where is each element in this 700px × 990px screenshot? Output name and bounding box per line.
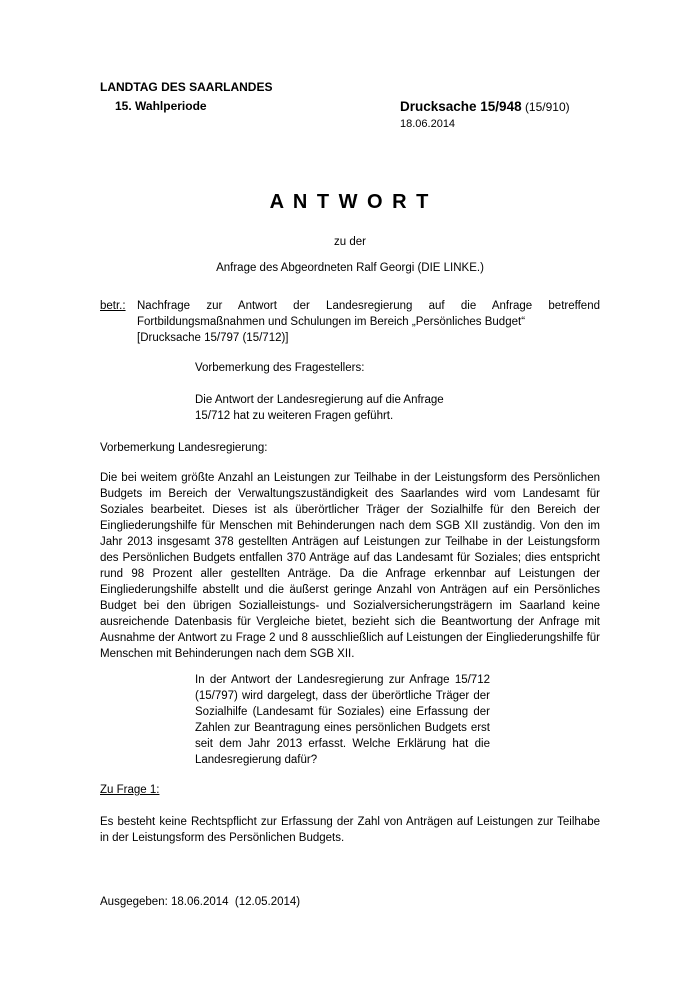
subject-reference: [Drucksache 15/797 (15/712)] <box>137 332 289 344</box>
document-number-line <box>400 97 570 117</box>
document-title: A N T W O R T <box>269 191 431 213</box>
subject-body <box>137 298 600 346</box>
header-right <box>400 78 570 132</box>
answer-1-text: Es besteht keine Rechtspflicht zur Erfassung der Zahl von Anträgen auf Leistungen zur Teilhabe in der Leistungsform des Persönlichen Budgets. <box>100 816 600 844</box>
subject-label: betr.: <box>100 300 126 312</box>
legislative-period: 15. Wahlperiode <box>115 99 207 113</box>
issued-line: Ausgegeben: 18.06.2014 (12.05.2014) <box>100 896 301 908</box>
title-preposition: zu der <box>334 236 366 248</box>
document-number-suffix: (15/910) <box>524 100 570 114</box>
questioner-preface-heading: Vorbemerkung des Fragestellers: <box>195 362 365 374</box>
answer-1-heading: Zu Frage 1: <box>100 784 160 796</box>
subject-section <box>100 298 600 346</box>
subject-text: Nachfrage zur Antwort der Landesregierung auf die Anfrage betreffend Fortbildungsmaßnahmen und Schulungen im Bereich „Persönliches Budget“ <box>137 300 600 328</box>
document-header <box>100 78 600 132</box>
government-preface-heading: Vorbemerkung Landesregierung: <box>100 442 268 454</box>
document-number: Drucksache 15/948 <box>400 99 522 114</box>
inquiry-source-line: Anfrage des Abgeordneten Ralf Georgi (DIE LINKE.) <box>216 262 484 274</box>
header-left <box>100 78 400 132</box>
questioner-preface-text: Die Antwort der Landesregierung auf die Anfrage 15/712 hat zu weiteren Fragen geführt. <box>195 394 444 422</box>
parliament-name: LANDTAG DES SAARLANDES <box>100 80 273 94</box>
question-1-text: In der Antwort der Landesregierung zur Anfrage 15/712 (15/797) wird dargelegt, dass der überörtliche Träger der Sozialhilfe (Landesamt für Soziales) eine Erfassung der Zahlen zur Beantragung eines persönlichen Budgets erst seit dem Jahr 2013 erfasst. Welche Erklärung hat die Landesregierung dafür? <box>195 674 490 766</box>
document-date: 18.06.2014 <box>400 118 456 130</box>
government-preface-text: Die bei weitem größte Anzahl an Leistungen zur Teilhabe in der Leistungsform des Persönlichen Budgets im Bereich der Verwaltungszuständigkeit des Saarlandes wird vom Landesamt für Soziales bearbeitet. Dieses ist als überörtlicher Träger der Sozialhilfe für den Bereich der Eingliederungshilfe für Menschen mit Behinderungen nach dem SGB XII zuständig. Von den im Jahr 2013 insgesamt 378 gestellten Anträgen auf Leistungen zur Teilhabe in der Leistungsform des Persönlichen Budgets entfallen 370 Anträge auf das Landesamt für Soziales; dies entspricht rund 98 Prozent aller gestellten Anträge. Da die Anfrage erkennbar auf Leistungen der Eingliederungshilfe abstellt und die äußerst geringe Anzahl von Anträgen auf ein Persönliches Budget bei den übrigen Sozialleistungs- und Sozialversicherungsträgern im Saarland keine ausreichende Datenbasis für Vergleiche bietet, bezieht sich die Beantwortung der Anfrage mit Ausnahme der Antwort zu Frage 2 und 8 ausschließlich auf Leistungen der Eingliederungshilfe für Menschen mit Behinderungen nach dem SGB XII. <box>100 472 600 660</box>
questioner-preface <box>195 360 460 424</box>
